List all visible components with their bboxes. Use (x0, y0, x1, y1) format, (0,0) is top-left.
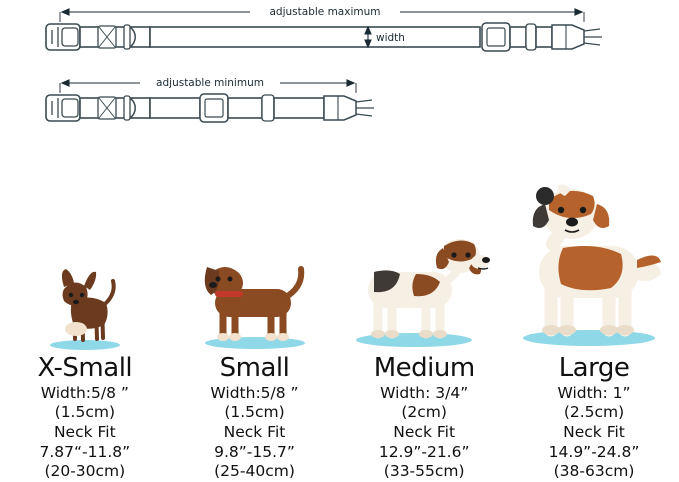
collar-measurement-diagram (0, 0, 679, 148)
dog-illustration-dachshund (170, 178, 340, 353)
adjustable-minimum-label: adjustable minimum (156, 77, 264, 89)
dachshund-svg (185, 233, 325, 353)
size-line: Neck Fit (223, 422, 286, 441)
size-details (379, 384, 470, 482)
size-column-medium (339, 150, 509, 482)
collar-min-illustration (46, 94, 374, 122)
size-column-large (509, 150, 679, 482)
size-line: Neck Fit (563, 422, 625, 441)
size-line: 7.87“-11.8” (39, 442, 131, 461)
beagle-svg (344, 208, 504, 353)
size-line: 12.9”-21.6” (378, 442, 470, 461)
size-line: Neck Fit (53, 422, 116, 441)
size-line: (1.5cm) (224, 403, 285, 422)
size-details (549, 384, 640, 482)
dog-illustration-saint-bernard (509, 178, 679, 353)
size-title: X-Small (37, 353, 133, 384)
chihuahua-svg (30, 253, 140, 353)
size-chart (0, 150, 679, 482)
collar-max-illustration (46, 23, 602, 51)
size-title: Large (558, 353, 630, 384)
size-line: Width:5/8 ” (210, 383, 299, 402)
saint-bernard-svg (509, 178, 679, 353)
size-column-small (170, 150, 340, 482)
size-line: Width:5/8 ” (40, 383, 129, 402)
size-line: (33-55cm) (383, 462, 465, 481)
size-column-x-small (0, 150, 170, 482)
size-line: 14.9”-24.8” (548, 442, 640, 461)
size-line: Width: 1” (557, 383, 631, 402)
size-line: (2.5cm) (563, 403, 625, 422)
size-line: (25-40cm) (214, 462, 295, 481)
size-line: (1.5cm) (54, 403, 116, 422)
collar-diagram-svg (0, 0, 679, 148)
dog-illustration-beagle (339, 178, 509, 353)
size-details (39, 384, 130, 482)
size-line: (20-30cm) (44, 462, 126, 481)
dog-illustration-chihuahua (0, 178, 170, 353)
size-title: Medium (373, 353, 475, 384)
size-line: Neck Fit (393, 422, 456, 441)
size-details (210, 384, 298, 482)
size-line: Width: 3/4” (380, 383, 469, 402)
size-line: 9.8”-15.7” (214, 442, 295, 461)
size-line: (2cm) (401, 403, 447, 422)
size-line: (38-63cm) (553, 462, 635, 481)
size-title: Small (219, 353, 290, 384)
width-label: width (376, 32, 405, 44)
adjustable-maximum-label: adjustable maximum (269, 6, 381, 18)
